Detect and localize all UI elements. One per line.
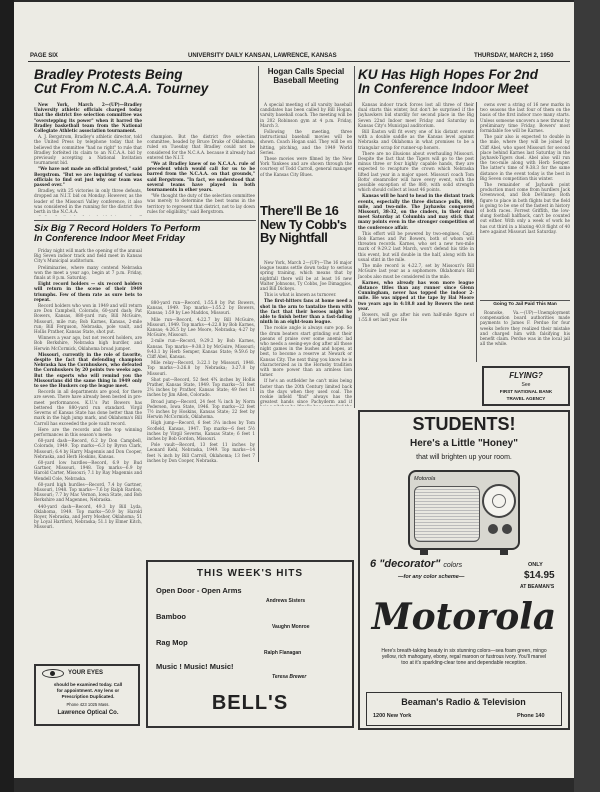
beamans-address: 1200 New York — [373, 713, 412, 719]
right-page-edge — [574, 0, 600, 792]
bradley-headline-line2: Cut From N.C.A.A. Tourney — [34, 80, 209, 96]
bigseven-paragraph: Broad jump—Record, 24 feet ¾ inch by Norm Pedersen, Iowa State, 1946. Top marks—22 feet 7½ inches by Hoskins, Kansas State; 22 feet by Herwin McCormick, Oklahoma. — [147, 398, 255, 420]
flying-ad-bank: FIRST NATIONAL BANK — [499, 389, 553, 394]
radio-description: Here's breath-taking beauty in six stunning colors—sea foam green, mingo yellow, rich mahogany, ebony, regal maroon or fustrous ivory. You'll marvel too at it's sparkling-clear tone and dependable reception. — [381, 648, 547, 667]
bradley-paragraph: New York, March 2—(UP)—Bradley University athletic officials charged today that the district five selection committee was "overstepping its power" when it barred the Bradley basketball team from the National Collegiate Athletic association tournament. — [34, 102, 142, 134]
bigseven-paragraph: Missouri, currently in the role of favorite, despite the fact that defending champion Nebraska has the Cornhuskers, who defeated the Cornhuskers by 20 points two weeks ago. But the experts who will remind you the Missourians did the same thing in 1949 only to see the Huskers cop the league meet. — [34, 351, 142, 389]
flying-ad-agency: TRAVEL AGENCY — [506, 396, 546, 401]
price-only-label: ONLY — [528, 562, 543, 568]
ku-paragraph: Kansas will be hard to head in the distant track events, especially the three distance pulls, 880, mile, and two-mile. The Jayhawks conquered Missouri, 38-32, on the cinders, in their dual meet Saturday at Columbia and may stick that many points even in the stronger competition of the conference affair. — [358, 193, 474, 230]
ku-column-2 — [480, 102, 570, 300]
students-ad-subtitle: Here's a Little "Honey" — [409, 438, 518, 449]
motorola-logo: Motorola — [371, 596, 557, 638]
hogan-headline: Hogan Calls Special Baseball Meeting — [267, 67, 345, 85]
optical-ad — [34, 664, 140, 726]
bradley-paragraph: champion. But the district five selection committee, headed by Bruce Drake of Oklahoma, ruled on Tuesday that Bradley could not be considered for the N.C.A.A. because it already had entered the N.I.T. — [147, 134, 255, 160]
page-number: PAGE SIX — [30, 53, 58, 59]
hits-song: Music ! Music! Music! — [156, 662, 234, 671]
radio-cabinet — [408, 470, 520, 550]
column-rule — [258, 66, 259, 462]
hits-song: Open Door - Open Arms — [156, 586, 242, 595]
students-ad — [358, 410, 570, 730]
hogan-paragraph: A special meeting of all varsity baseball candidates has been called by Bill Hogan, varsity baseball coach. The meeting will be in 202 Robinson gym at 4 p.m. Friday, March 3. — [260, 102, 352, 128]
volume-knob — [488, 524, 498, 534]
hogan-paragraph: Following the meeting, three instructional baseball movies will be shown. Coach Hogan said. They will be on hitting, pitching, and the 1949 World Series. — [260, 129, 352, 155]
optical-ad-line: Prescription Duplicated. — [61, 694, 115, 699]
bigseven-paragraph: 60-yard high hurdles—Record, 7.4 by Gartner, Missouri, 1948. Top marks—7.6 by Ralph Rardon, Missouri; 7.7 by Mac Vernon, Iowa State, and Bob Berkshire and Magennes, Nebraska. — [34, 481, 142, 503]
optical-ad-line: should be examined today. Call — [53, 682, 123, 687]
bigseven-paragraph: 60-yard low hurdles—Record, 6.9 by Bud Gartner, Missouri, 1948. Top marks—6.9 by Harold Carter, Missouri; 7.1 by Ray Magennis and Wendell Cole, Nebraska. — [34, 459, 142, 481]
column-rule — [476, 102, 477, 362]
hits-artist: Andrews Sisters — [266, 598, 306, 604]
bigseven-paragraph: Preliminaries, where many contend Nebraska won the meet a year ago, begin at 7 p.m. Friday, finals at 8 p.m. Saturday. — [34, 264, 142, 281]
ku-paragraph: Bowers, will go after his own half-mile figure of 1:55.8 set last year. He — [358, 311, 474, 323]
tuning-dial — [482, 484, 516, 518]
beamans-store-name: Beaman's Radio & Television — [401, 697, 526, 707]
radio-illustration — [408, 470, 520, 556]
radio-price: $14.95 — [524, 570, 555, 581]
hogan-article — [260, 102, 352, 198]
ku-headline-line2: In Conference Indoor Meet — [358, 80, 529, 96]
decorator-colors-line: 6 "decorator" colors — [370, 558, 463, 570]
cobbs-headline: There'll Be 16 New Ty Cobb's By Nightfall — [260, 203, 347, 246]
ku-paragraph: Kansas indoor track forces lost all three of their dual starts this winter, but don't be surprised if the Jayhawkers bid sturdily for second place in the Big Seven 22nd Indoor meet Friday and Saturday in Kansas City's Municipal auditorium. — [358, 102, 474, 128]
hits-ad-title: THIS WEEK'S HITS — [196, 568, 304, 579]
cobbs-paragraph: The rookie angle is always sure pop. So the drum beaters start grinding out their paeans of praise over some anemic lad who needs a seeing-eye dog after all those night games in the bushes and hopes, at best, to become a reserve at Newark or Kansas City. The next thing you know he is characterized as in the Hornsby tradition with more power than an armless lion tamer. — [260, 325, 352, 378]
radio-brand-label: Motorola — [414, 476, 436, 482]
hits-ad — [146, 560, 354, 728]
bigseven-paragraph: 60-yard dash—Record, 6.2 by Don Campbell, Colorado, 1949. Top marks—6.3 by Byron Clark, Missouri; 6.4 by Harry Magennis and Don Cooper, Nebraska, and Herb Hoskins, Kansas. — [34, 438, 142, 459]
hits-artist: Teresa Brewer — [272, 674, 307, 680]
tuning-knob — [502, 524, 512, 534]
ku-paragraph: Bill Easton will fit every one of his distant events with a double saddle as the Kansas level against Nebraska and Oklahoma in what promises to be a triangular scrap for runner-up honors. — [358, 129, 474, 150]
optical-ad-title: YOUR EYES — [68, 670, 104, 676]
jail-paragraph: Roanoke, Va.—(UP)—Unemployment compensation board authorities made payments to James F. Perdue for four weeks before they realized their mistake and charged him with falsifying his benefit claim. Perdue was in the local jail all the while. — [480, 310, 570, 347]
bradley-paragraph: A. J. Bergstrom, Bradley's athletic director, told the United Press by telephone today that he believed the committee "had no right" to rule that Bradley forfeited its claim to an N.C.A.A. bid by previously accepting a National Invitation tournament bid. — [34, 134, 142, 166]
bigseven-paragraph: Eight record holders — six record holders will return in the scene of their 1949 triumphs. Few of them rate as sure bets to repeat. — [34, 281, 142, 302]
section-rule — [480, 300, 570, 301]
ku-paragraph: The pair also is expected to double in the mile, where they will be joined by Cliff Abel, who upset Missouri for second place behind Karnes last Saturday in the Jayhawk-Tigers duel. Abel also will run the two-mile along with Herb Semper. The latter's time of 9:38.3 for the same distance in the event today is the best in Big Seven competition this winter. — [480, 134, 570, 181]
students-ad-title: STUDENTS! — [412, 414, 516, 434]
hogan-paragraph: These movies were filmed by the New York Yankees and are shown through the courtesy of Todd Carroll, general manager of the Kansas City Blues. — [260, 156, 352, 177]
beamans-phone: Phone 140 — [517, 713, 545, 719]
bradley-paragraph — [34, 215, 142, 216]
jail-headline: Going To Jail Paid This Man — [493, 302, 557, 307]
bigseven-headline-line2: In Conference Indoor Meet Friday — [34, 232, 185, 244]
ku-column-1 — [358, 102, 474, 408]
bigseven-paragraph: Mile run—Record, 4:22.7 by Bill McGuire, Missouri, 1949. Top marks—4:22.8 by Bob Karnes, Kansas; 4:26.5 by Lee Moore, Nebraska; 4:27 by McGuire, Missouri. — [147, 316, 255, 338]
cobbs-paragraph: If he's an outfielder he can't miss being faster than the 20th Century limited back in the days when they used coal. The rookie infield "find" always has the greatest hands since Pachyderm and if — [260, 378, 352, 405]
bradley-headline-line1: Bradley Protests Being — [34, 67, 183, 82]
bigseven-paragraph: Records in all departments are good, for there are seven. There have already been bested in pre-meet performances. K.U.'s Pat Bowers has bettered the 880-yard run standard. Virgil Severns of Kansas State has done better than the mark in the high jump mark, and Oklahoma's Bill Carroll has exceeded the pole vault record. — [34, 389, 142, 426]
bradley-paragraph: "We have not made an official protest," said Bergstrom. "But we are inquiring of various officials to find out just why our team was passed over." — [34, 166, 142, 188]
ku-paragraph: This effort will be powered by two-engines, Capt. Bob Karnes and Pat Bowers, both of whom will threaten records. Karnes, who set a new two-mile mark of 9:29.2 last March, won't defend his title in this event, but will double in the half, along with his usual stint in the mile. — [358, 230, 474, 262]
bigseven-paragraph: Pole vault—Record, 13 feet 11 inches by Leonard Kehl, Nebraska, 1949. Top marks—14 feet ¼ inch by Bill Carroll, Oklahoma; 13 feet 7 inches by Don Cooper, Nebraska. — [147, 442, 255, 463]
binding-edge — [0, 0, 14, 792]
bigseven-paragraph: Mile relay—Record, 3:22.1 by Missouri, 1948. Top marks—3:26.8 by Nebraska; 3:27.8 by Missouri. — [147, 360, 255, 376]
bigseven-paragraph: 440-yard dash—Record, 49.3 by Bill Lyda, Oklahoma, 1949. Top marks—50.9 by Harold Royer, Nebraska, and Jerry Mosher, Oklahoma; 51 by Loyal Hartford, Nebraska; 51.1 by Elmer Kitch, Missouri. — [34, 503, 142, 530]
flying-ad-see: See — [521, 382, 531, 388]
eye-icon — [42, 669, 64, 678]
speaker-grille — [414, 486, 480, 542]
optical-ad-phone: Phone 423 1025 Mass. — [66, 702, 110, 707]
bradley-column-1 — [34, 102, 142, 216]
column-rule — [354, 66, 355, 408]
bigseven-paragraph: 880-yard run—Record, 1:55.8 by Pat Bowers, Kansas, 1949. Top marks—1:55.2 by Bowers, Kansas; 1:59 by Lee Maddox, Missouri. — [147, 300, 255, 316]
ku-headline-line1: KU Has High Hopes For 2nd — [358, 67, 539, 82]
ku-paragraph: The mile record is 4:22.7, set by Missouri's Bill McGuire last year as a sophomore. Oklahoma's Bill Jacobs also must be considered in the mile. — [358, 263, 474, 279]
bradley-headline — [34, 68, 258, 95]
price-store-label: AT BEAMAN'S — [520, 584, 555, 590]
hits-song: Bamboo — [156, 612, 186, 621]
hits-ad-store: BELL'S — [211, 692, 289, 714]
bigseven-headline — [34, 224, 258, 244]
ku-paragraph: owns over a string of 16 new marks in two seasons the last four of them on the basis of the first indoor race many starts. Unless someone uncovers a new threat by preliminary time Friday, Bowers' most formidable foe will be Karnes. — [480, 102, 570, 134]
optical-ad-line: for appointment. Any lens or — [56, 688, 120, 693]
optical-ad-store: Lawrence Optical Co. — [57, 710, 119, 716]
hits-artist: Vaughn Monroe — [272, 624, 310, 630]
bigseven-paragraph: High jump—Record, 6 feet 3¼ inches by Tom Scofield, Kansas, 1947. Top marks—6 feet 5½ inches by Virgil Severns, Kansas State; 6 feet 1 inches by Bob Gordon, Missouri. — [147, 420, 255, 442]
newspaper-page — [14, 2, 574, 778]
bradley-paragraph: "We thought the duty of the selection committee was merely to determine the best teams in the territory to represent that district, not to lay down rules for eligibility," said Bergstrom. — [147, 193, 255, 214]
bigseven-paragraph: Winners a year ago, but not record holders, are Bob Berkshire, Nebraska high hurdler, and Herwin McCormick, Oklahoma broad jumper. — [34, 335, 142, 351]
ku-paragraph: There are no illusions about overhauling Missouri. Despite the fact that the Tigers will go to the post minus three or four highly capable hands, they are expected to recapture the crown which Nebraska lifted last year in a major upset. Missouri coach Tom Botts' steamroller will have every event, with the possible exception of the 880, with solid strength which should collect at least 46 points. — [358, 150, 474, 193]
bigseven-paragraph: Friday night will mark the opening of the annual Big Seven indoor track and field meet in Kansas City's Municipal auditorium. — [34, 248, 142, 264]
cobbs-paragraph: This is what is known as turnover. — [264, 292, 337, 298]
flying-ad — [482, 366, 570, 406]
students-ad-tagline: that will brighten up your room. — [416, 454, 512, 461]
bigseven-headline-line1: Six Big 7 Record Holders To Perform — [34, 223, 201, 234]
bradley-column-2 — [147, 134, 255, 216]
paper-name: UNIVERSITY DAILY KANSAN, LAWRENCE, KANSAS — [188, 53, 337, 59]
cobbs-article — [260, 260, 352, 406]
bigseven-paragraph: Here are the records and the top winning performances in this season's meets: — [34, 426, 142, 437]
masthead — [28, 52, 570, 62]
flying-ad-title: FLYING? — [509, 371, 543, 380]
ku-paragraph: The remainder of Jayhawk point production must come from hurdlers Jack Greenwood, and Bob DeVinney. Both figure to place in both flights but the field is going to be one of the fastest in history of both races. Forrest Griffith, the low-slung football halfback, can't be counted out either. With only a week of work he has cut third in a blazing 40.8 flight of 40 here against Missouri last Saturday. — [480, 182, 570, 234]
cobbs-paragraph: The first-hitters fans at home need a shot in the arm to tantalize them with the fact that their heroes might be able to finish better than a fast-fading ninth in an eight-team league. — [260, 298, 352, 325]
bradley-paragraph: Bradley, with 25 victories in only three defeats, dropped an N.I.T. bid on Monday. However, as the leader of the Missouri Valley conference, it also was considered in the running for the district five berth in the N.C.A.A. — [34, 188, 142, 215]
beamans-store-box — [366, 692, 562, 726]
cobbs-paragraph: New York, March 2—(UP)—The 16 major league teams settle down today to serious spring training, which means that by nightfall there will be at least 16 new Walter Johnsons, Ty Cobbs, Joe Dimaggios, and Bill Dickeys. — [260, 260, 352, 292]
issue-date: THURSDAY, MARCH 2, 1950 — [474, 53, 554, 59]
ku-headline — [358, 68, 572, 95]
bigseven-paragraph: Shot put—Record, 52 feet 4¾ inches by Hollis Prather, Kansas State, 1949. Top marks—51 feet 2¼ inches by Prather, Kansas State; 49 feet 11 inches by Jim Allen, Colorado. — [147, 376, 255, 398]
bradley-paragraph: "We at Bradley knew of no N.C.A.A. rule of precedent which would call for us to be barred from the N.C.A.A. on that grounds," said Bergstrom. "In fact, we understood that several teams have played in both tournaments in other years. — [147, 161, 255, 193]
decorator-colors-sub: —for any color scheme— — [398, 574, 465, 580]
bigseven-paragraph: 2-mile run—Record, 9:29.2 by Bob Karnes, Kansas. Top marks—9:38.3 by McGuire, Missouri; 9:43.1 by Herb Semper, Kansas State; 9:59.6 by Cliff Abel, Kansas. — [147, 338, 255, 360]
section-rule — [34, 220, 256, 221]
jail-article — [480, 310, 570, 348]
bigseven-column-1 — [34, 248, 142, 650]
ku-paragraph: Karnes, who already has won more league distance titles than any runner since Glenn Cunningham, never has topped the indoor 2-mile. He was nipped at the tape by Hal Moore two years ago in 4:18.8 and by Bowers the next year. — [358, 279, 474, 311]
hits-song: Rag Mop — [156, 638, 188, 647]
hits-artist: Ralph Flanagan — [264, 650, 302, 656]
bigseven-paragraph: Record holders who won in 1949 and will return are Don Campbell, Colorado, 60-yard dash; Pat Bowers, Kansas, 880-yard run; Bill McGuire, Missouri, mile run; Bob Karnes, Kansas, 2-mile run; Bill Ferguson, Nebraska, pole vault, and Hollis Prather, Kansas State, shot put. — [34, 303, 142, 335]
bigseven-column-2 — [147, 300, 255, 550]
